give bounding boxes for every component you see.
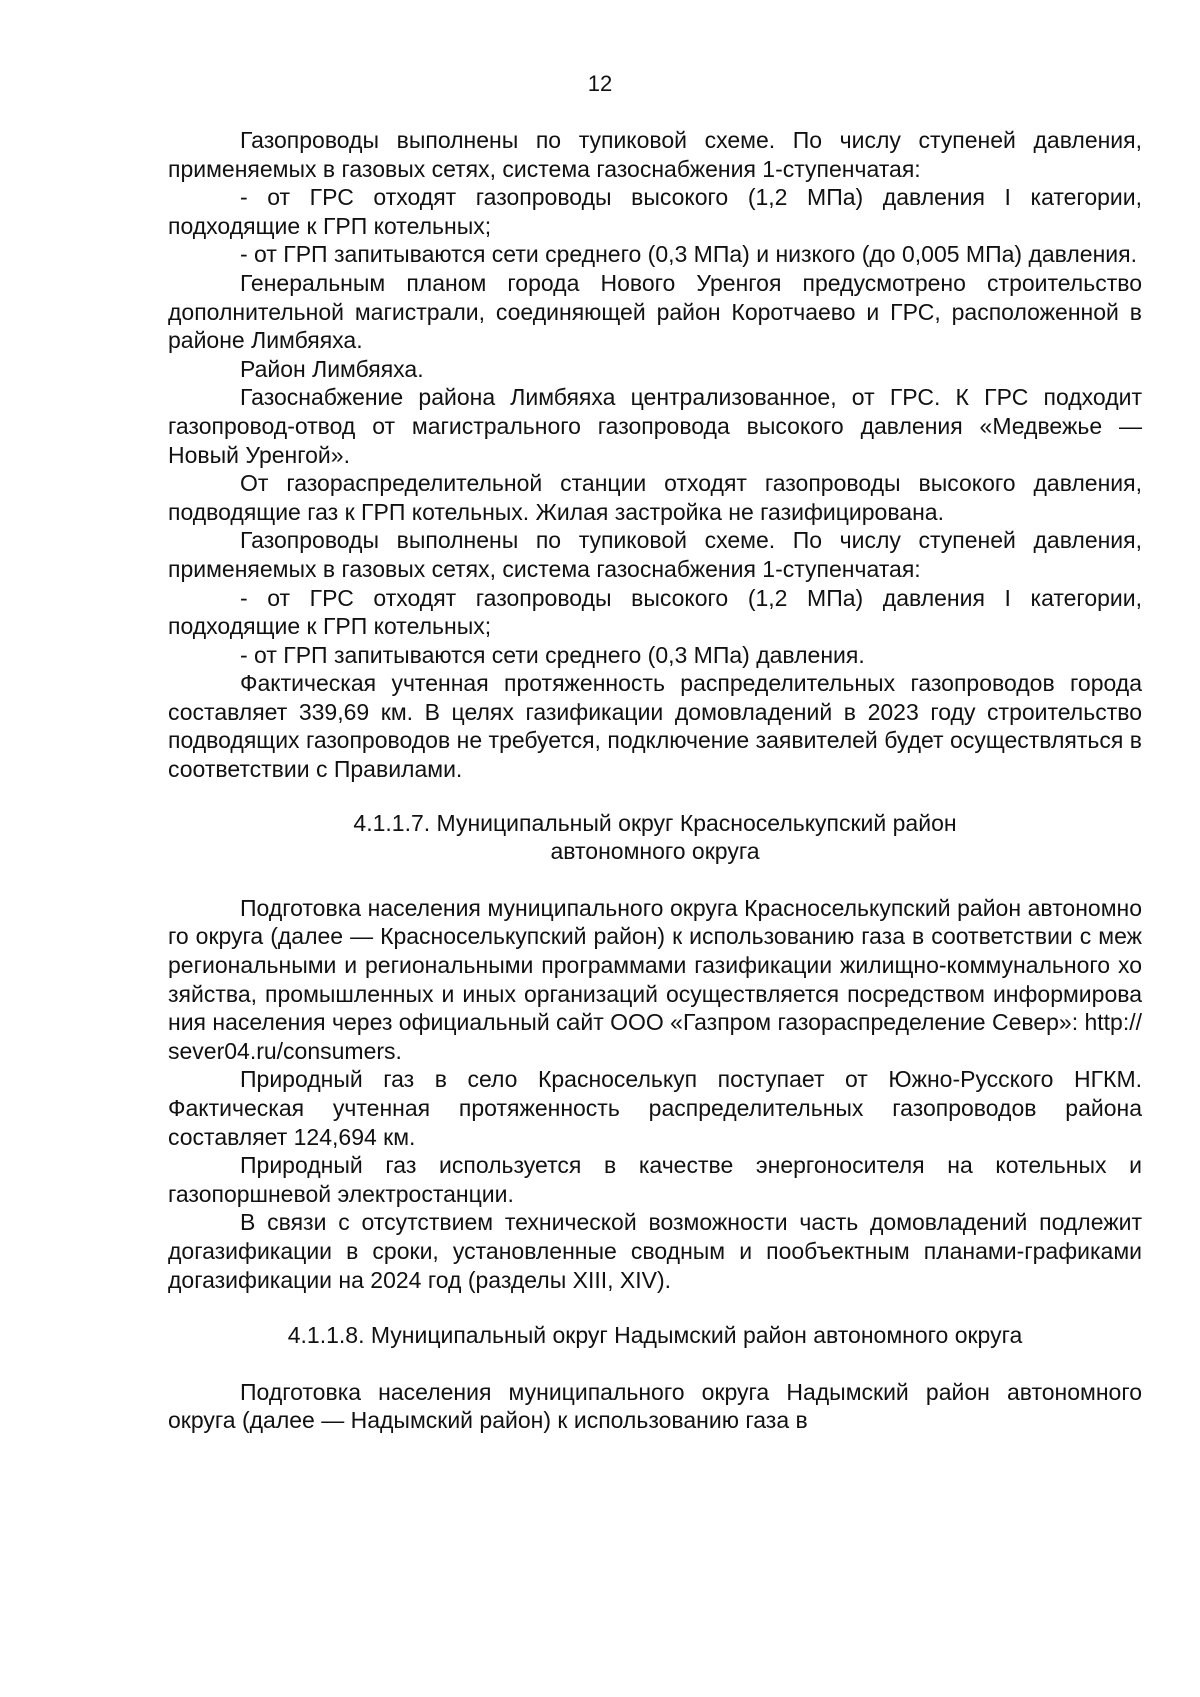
paragraph: Район Лимбяяха. — [240, 355, 424, 382]
paragraph: - от ГРС отходят газопроводы высокого (1,2 МПа) давления I категории, подходящие к ГРП котельных; — [168, 184, 1142, 239]
paragraph: Газопроводы выполнены по тупиковой схеме. По числу ступеней давления, применяемых в газовых сетях, система газоснабжения 1-ступенчатая: — [168, 527, 1142, 582]
paragraph: Газопроводы выполнены по тупиковой схеме. По числу ступеней давления, применяемых в газовых сетях, система газоснабжения 1-ступенчатая: — [168, 127, 1142, 182]
paragraph: Подготовка населения муниципального округа Надымский район автономного округа (далее — Надымский район) к использованию газа в — [168, 1378, 1142, 1434]
paragraph: От газораспределительной станции отходят газопроводы высокого давления, подводящие газ к ГРП котельных. Жилая застройка не газифицирована. — [168, 470, 1142, 525]
section-heading-4-1-1-7 — [168, 809, 1142, 866]
paragraph: Генеральным планом города Нового Уренгоя предусмотрено строительство дополнительной магистрали, соединяющей район Коротчаево и ГРС, расположенной в районе Лимбяяха. — [168, 269, 1142, 354]
paragraph: Природный газ в село Красноселькуп поступает от Южно-Русского НГКМ. Фактическая учтенная протяженность распределительных газопроводов района составляет 124,694 км. — [168, 1066, 1142, 1150]
section-heading-line: 4.1.1.7. Муниципальный округ Красноселькупский район — [353, 809, 957, 836]
paragraph: - от ГРП запитываются сети среднего (0,3 МПа) и низкого (до 0,005 МПа) давления. — [240, 241, 1137, 268]
page-number: 12 — [587, 71, 613, 96]
document-body — [168, 126, 1142, 1435]
section-heading-4-1-1-8: 4.1.1.8. Муниципальный округ Надымский район автономного округа — [287, 1322, 1023, 1349]
section-heading-line: автономного округа — [550, 838, 760, 865]
paragraph: Газоснабжение района Лимбяяха централизованное, от ГРС. К ГРС подходит газопровод-отвод от магистрального газопровода высокого давления «Медвежье — Новый Уренгой». — [168, 384, 1142, 468]
paragraph: - от ГРП запитываются сети среднего (0,3 МПа) давления. — [240, 641, 865, 668]
paragraph: Фактическая учтенная протяженность распределительных газопроводов города составляет 339,69 км. В целях газификации домовладений в 2023 году строительство подводящих газопроводов не требуется, подключение заявителей будет осуществляться в соответствии с Правилами. — [168, 670, 1142, 783]
paragraph: - от ГРС отходят газопроводы высокого (1,2 МПа) давления I категории, подходящие к ГРП котельных; — [168, 584, 1142, 640]
paragraph: Подготовка населения муниципального округа Красноселькупский район автономного округа (далее — Красноселькупский район) к использованию газа в соответствии с межрегиональными и региональными программами газификации жилищно-коммунального хозяйства, промышленных и иных организаций осуществляется посредством информирования населения через официальный сайт ООО «Газпром газораспределение Север»: http://sever04.ru/consumers. — [168, 894, 1143, 1064]
paragraph: В связи с отсутствием технической возможности часть домовладений подлежит догазификации в сроки, установленные сводным и пообъектным планами-графиками догазификации на 2024 год (разделы XIII, XIV). — [168, 1209, 1142, 1293]
paragraph: Природный газ используется в качестве энергоносителя на котельных и газопоршневой электростанции. — [168, 1152, 1142, 1207]
